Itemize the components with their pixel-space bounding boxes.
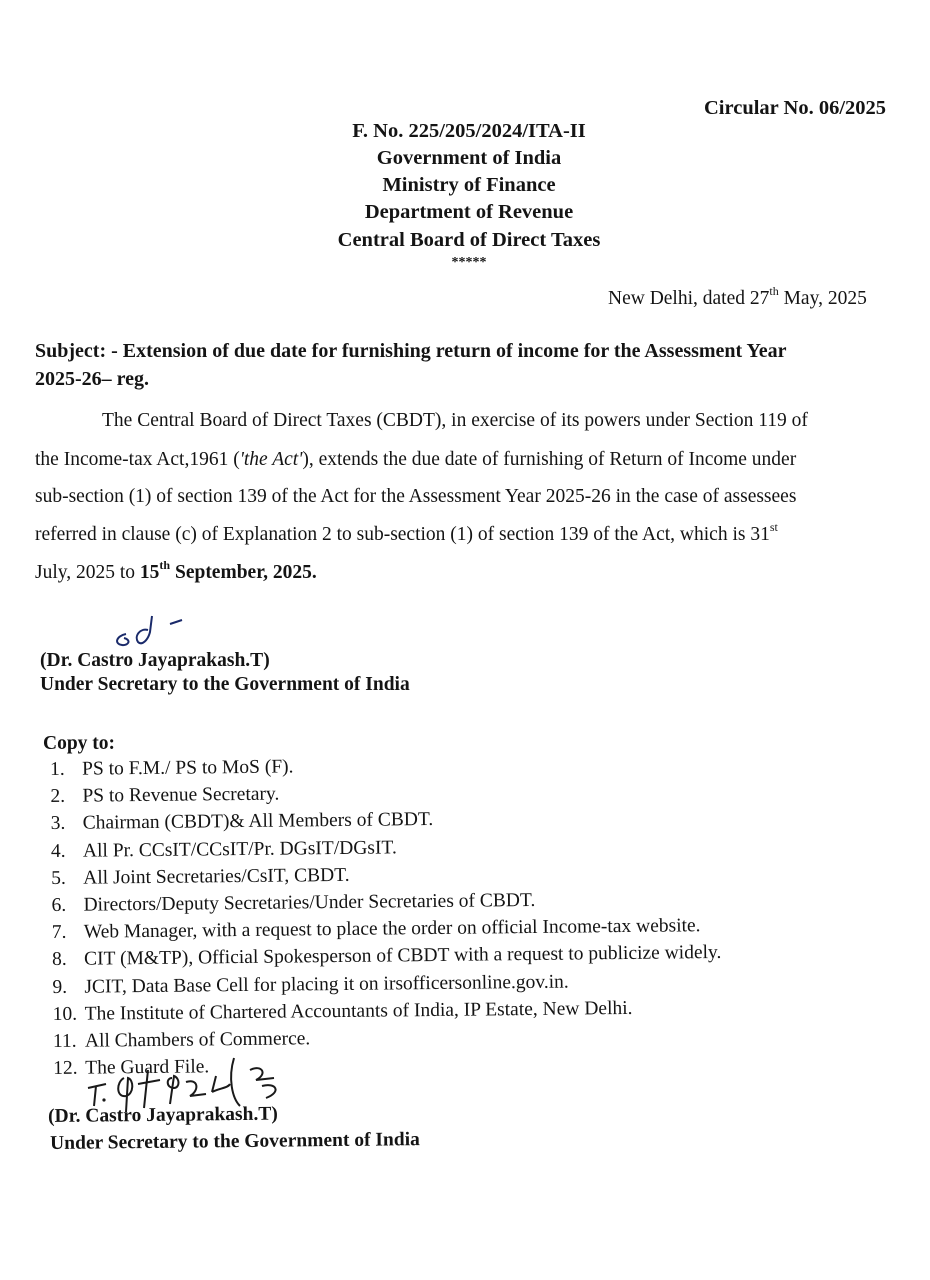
file-number: F. No. 225/205/2024/ITA-II	[352, 120, 586, 142]
body-line-2: the Income-tax Act,1961 ('the Act'), extends the due date of furnishing of Return of Income under	[35, 449, 797, 470]
list-item: 8. CIT (M&TP), Official Spokesperson of CBDT with a request to publicize widely.	[51, 942, 722, 971]
department-name: Department of Revenue	[364, 201, 574, 223]
list-item: 6. Directors/Deputy Secretaries/Under Secretaries of CBDT.	[51, 889, 536, 916]
list-item: 4. All Pr. CCsIT/CCsIT/Pr. DGsIT/DGsIT.	[50, 836, 397, 862]
ministry-name: Ministry of Finance	[382, 174, 556, 196]
copy-to-heading: Copy to:	[43, 733, 116, 754]
subject-line-1: Subject: - Extension of due date for furnishing return of income for the Assessment Year	[35, 340, 787, 362]
list-item: 7. Web Manager, with a request to place the order on official Income-tax website.	[51, 915, 701, 944]
body-line-4: referred in clause (c) of Explanation 2 to sub-section (1) of section 139 of the Act, which is 31st	[35, 519, 778, 545]
body-line-1: The Central Board of Direct Taxes (CBDT), in exercise of its powers under Section 119 of	[102, 410, 808, 431]
list-item: 12. The Guard File.	[53, 1056, 210, 1080]
handwritten-sd-signature	[108, 612, 198, 652]
header-stars: *****	[451, 255, 487, 270]
list-item: 9. JCIT, Data Base Cell for placing it on irsofficersonline.gov.in.	[52, 971, 569, 998]
body-line-3: sub-section (1) of section 139 of the Act for the Assessment Year 2025-26 in the case of assessees	[35, 486, 797, 507]
body-line-5: July, 2025 to 15th September, 2025.	[35, 557, 317, 583]
government-of-india: Government of India	[376, 147, 562, 169]
list-item: 1. PS to F.M./ PS to MoS (F).	[50, 756, 294, 780]
signatory-name: (Dr. Castro Jayaprakash.T)	[40, 650, 270, 671]
list-item: 2. PS to Revenue Secretary.	[50, 783, 280, 808]
list-item: 5. All Joint Secretaries/CsIT, CBDT.	[51, 864, 350, 889]
copy-to-list	[50, 752, 723, 1085]
subject-line-2: 2025-26– reg.	[35, 368, 150, 390]
signatory2-title: Under Secretary to the Government of India	[50, 1129, 420, 1154]
board-name: Central Board of Direct Taxes	[337, 229, 601, 251]
circular-number: Circular No. 06/2025	[704, 97, 887, 119]
date-line: New Delhi, dated 27th May, 2025	[608, 283, 867, 309]
list-item: 11. All Chambers of Commerce.	[52, 1028, 311, 1052]
list-item: 10. The Institute of Chartered Accountants of India, IP Estate, New Delhi.	[52, 997, 633, 1025]
signatory2-name: (Dr. Castro Jayaprakash.T)	[48, 1103, 278, 1127]
list-item: 3. Chairman (CBDT)& All Members of CBDT.	[50, 809, 434, 835]
signatory-title: Under Secretary to the Government of India	[40, 674, 410, 695]
